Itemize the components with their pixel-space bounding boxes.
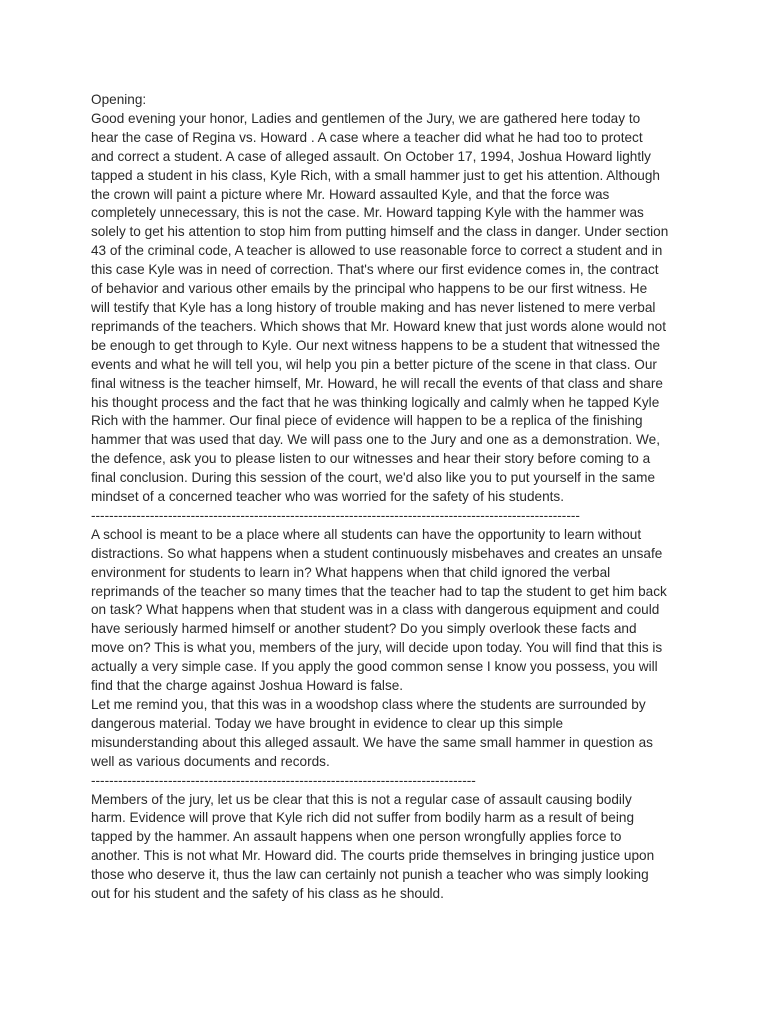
opening-paragraph: Good evening your honor, Ladies and gentlemen of the Jury, we are gathered here today to hear the case of Regina vs. Howard . A case where a teacher did what he had too to protect and correct a student. A case of alleged assault. On October 17, 1994, Joshua Howard lightly tapped a student in his class, Kyle Rich, with a small hammer just to get his attention. Although the crown will paint a picture where Mr. Howard assaulted Kyle, and that the force was completely unnecessary, this is not the case. Mr. Howard tapping Kyle with the hammer was solely to get his attention to stop him from putting himself and the class in danger. Under section 43 of the criminal code, A teacher is allowed to use reasonable force to correct a student and in this case Kyle was in need of correction. That's where our first evidence comes in, the contract of behavior and various other emails by the principal who happens to be our first witness. He will testify that Kyle has a long history of trouble making and has never listened to mere verbal reprimands of the teachers. Which shows that Mr. Howard knew that just words alone would not be enough to get through to Kyle. Our next witness happens to be a student that witnessed the events and what he will tell you, wil help you pin a better picture of the scene in that class. Our final witness is the teacher himself, Mr. Howard, he will recall the events of that class and share his thought process and the fact that he was thinking logically and calmly when he tapped Kyle Rich with the hammer. Our final piece of evidence will happen to be a replica of the finishing hammer that was used that day. We will pass one to the Jury and one as a demonstration. We, the defence, ask you to please listen to our witnesses and hear their story before coming to a final conclusion. During this session of the court, we'd also like you to put yourself in the same mindset of a concerned teacher who was worried for the safety of his students. (91, 110, 669, 505)
woodshop-paragraph: Let me remind you, that this was in a woodshop class where the students are surrounded by dangerous material. Today we have brought in evidence to clear up this simple misunderstanding about this alleged assault. We have the same small hammer in question as well as various documents and records. (91, 697, 653, 769)
closing-paragraph: Members of the jury, let us be clear that this is not a regular case of assault causing bodily harm. Evidence will prove that Kyle rich did not suffer from bodily harm as a result of being tapped by the hammer. An assault happens when one person wrongfully applies force to another. This is not what Mr. Howard did. The courts pride themselves in bringing justice upon those who deserve it, thus the law can certainly not punish a teacher who was simply looking out for his student and the safety of his class as he should. (91, 791, 655, 902)
section-divider: ------------------------------------------------------------------------------------- (91, 772, 476, 788)
document-page (91, 91, 691, 904)
section-divider: ------------------------------------------------------------------------------------------------------------ (91, 507, 580, 523)
section-heading: Opening: (91, 92, 147, 107)
school-paragraph: A school is meant to be a place where all students can have the opportunity to learn without distractions. So what happens when a student continuously misbehaves and creates an unsafe environment for students to learn in? What happens when that child ignored the verbal reprimands of the teacher so many times that the teacher had to tap the student to get him back on task? What happens when that student was in a class with dangerous equipment and could have seriously harmed himself or another student? Do you simply overlook these facts and move on? This is what you, members of the jury, will decide upon today. You will find that this is actually a very simple case. If you apply the good common sense I know you possess, you will find that the charge against Joshua Howard is false. (91, 526, 667, 694)
